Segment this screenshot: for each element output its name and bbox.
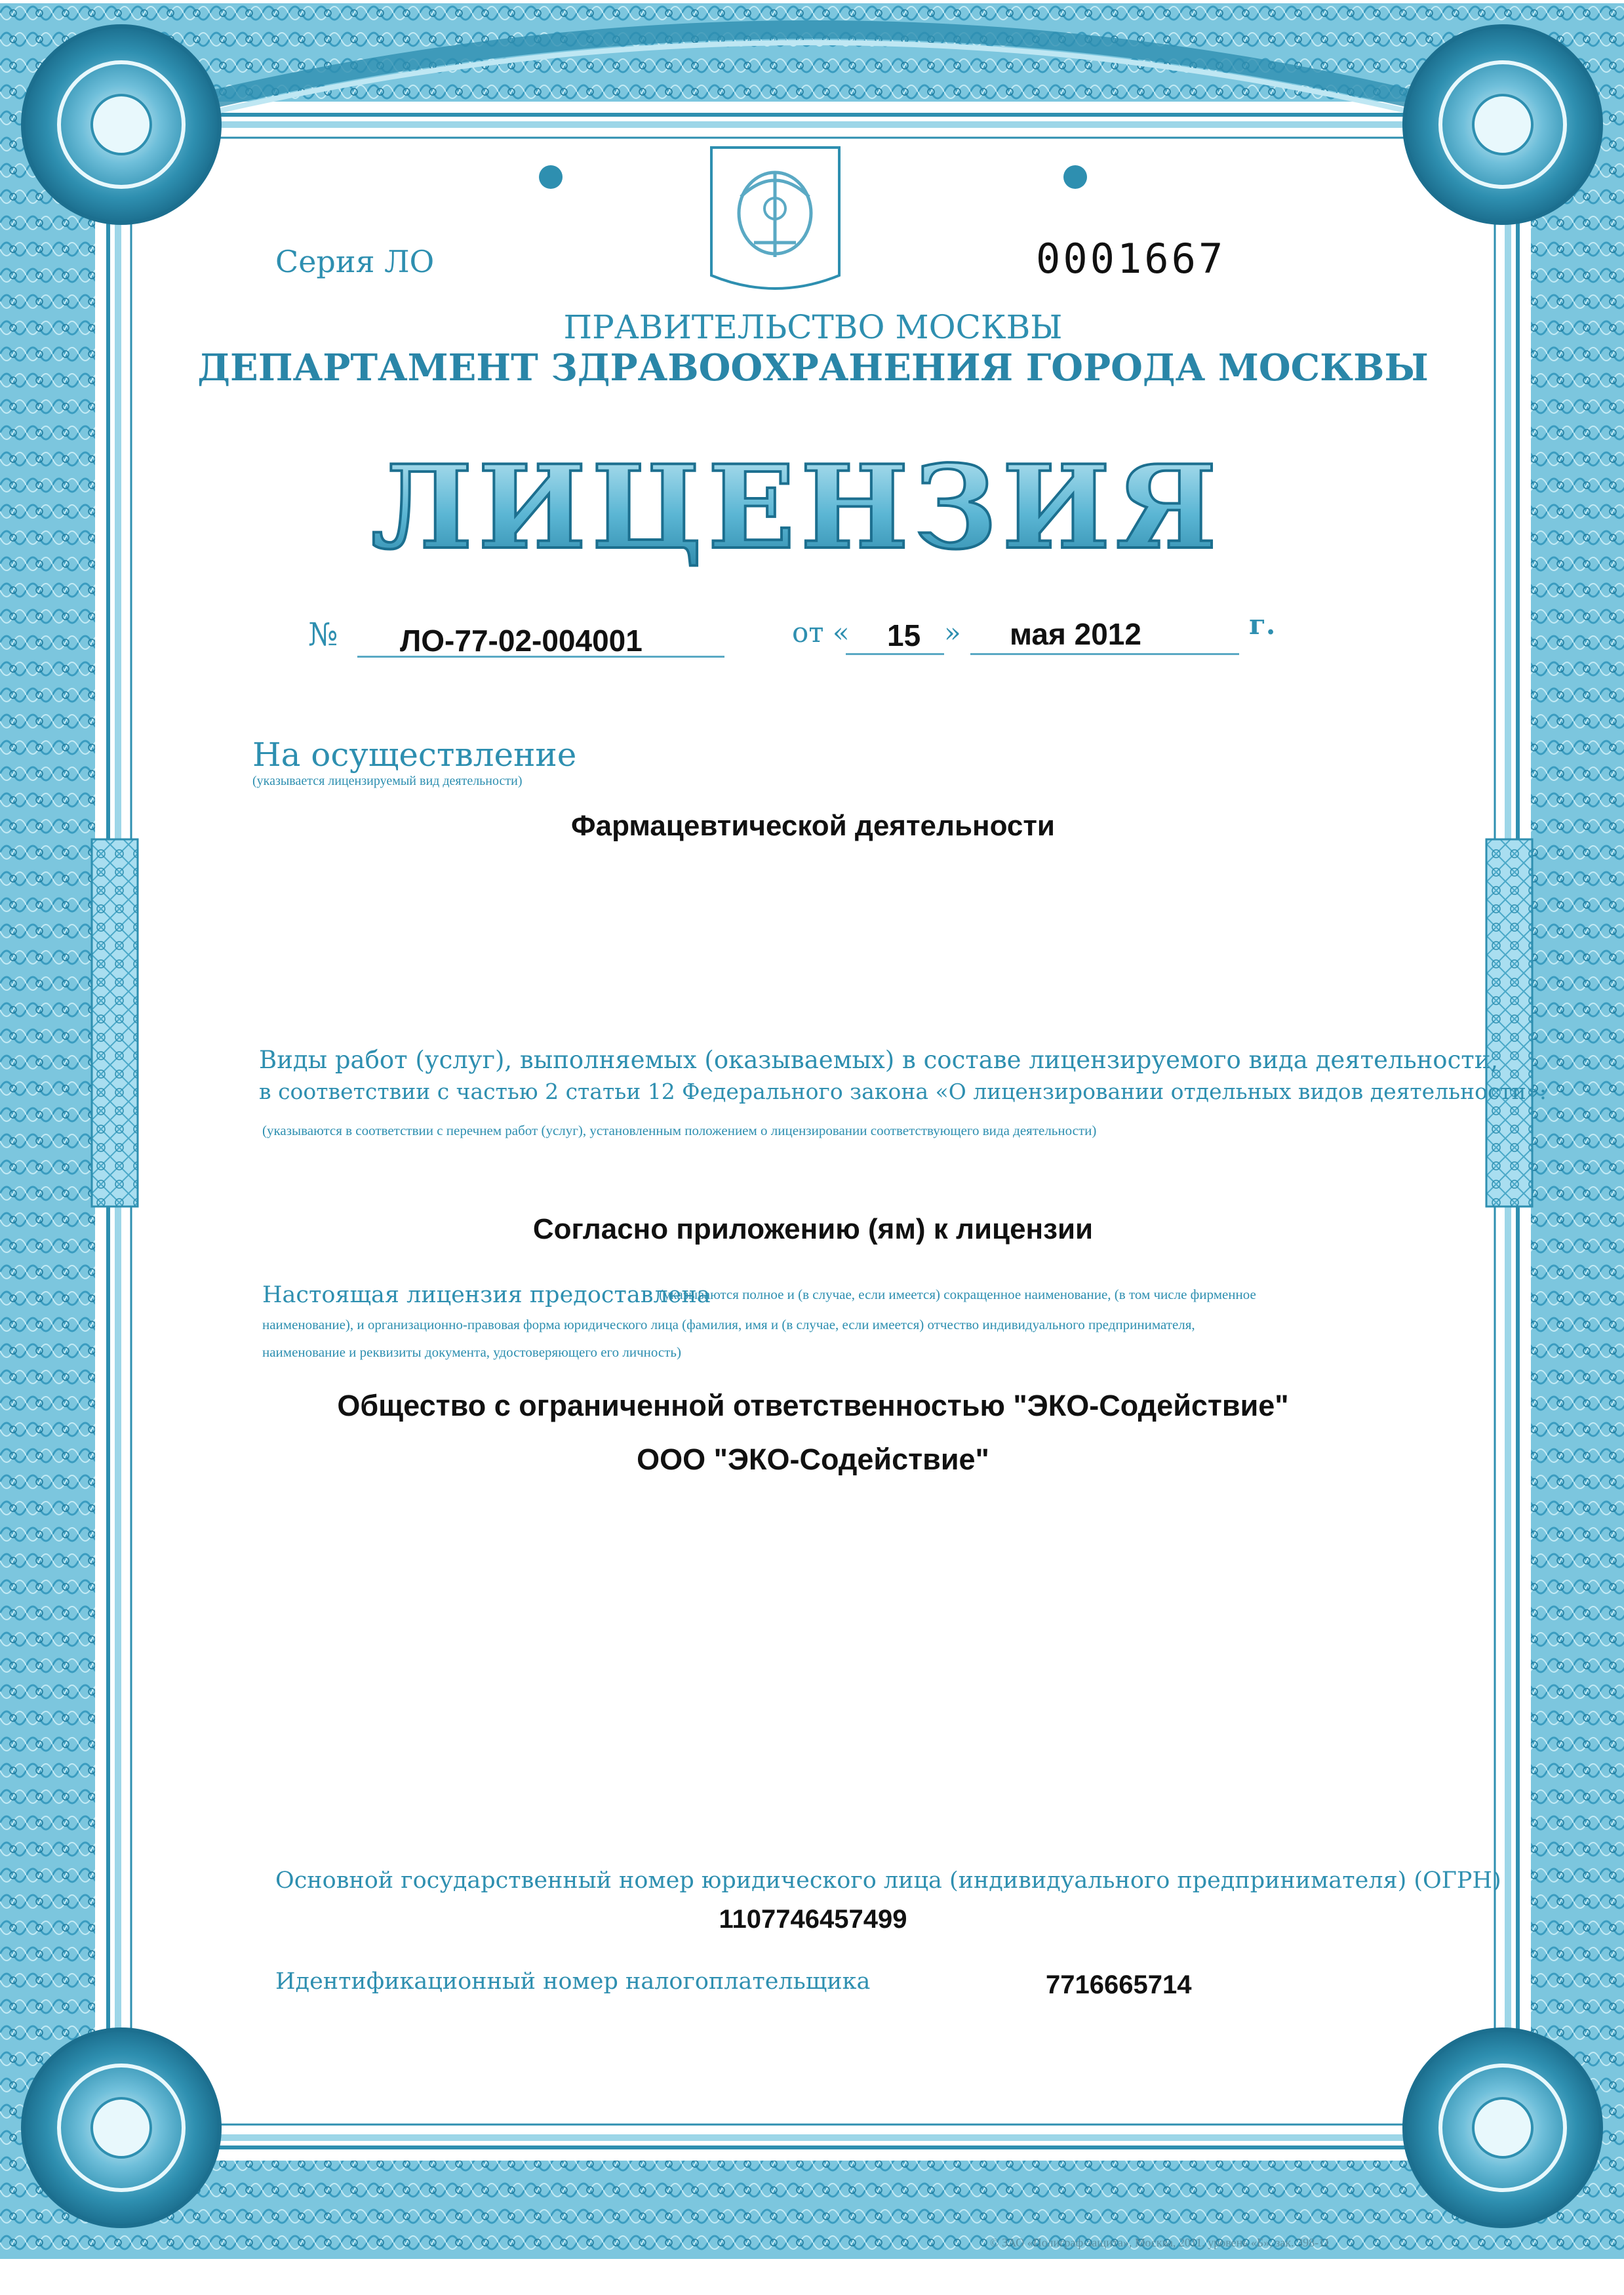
works-line-2: в соответствии с частью 2 статьи 12 Федерального закона «О лицензировании отдельных видов деятельности»: — [259, 1079, 1547, 1104]
ogrn-value: 1107746457499 — [719, 1905, 907, 1934]
licensee-heading: Настоящая лицензия предоставлена — [262, 1282, 711, 1308]
government-name: ПРАВИТЕЛЬСТВО МОСКВЫ — [563, 308, 1063, 346]
blank-number: 0001667 — [1036, 235, 1226, 283]
rosette-icon — [1404, 2029, 1601, 2226]
licensee-full-name: Общество с ограниченной ответственностью "ЭКО-Содействие" — [337, 1389, 1289, 1422]
license-number: ЛО-77-02-004001 — [400, 624, 643, 658]
ogrn-label: Основной государственный номер юридического лица (индивидуального предпринимателя) (ОГРН) — [275, 1867, 1501, 1894]
number-sign: № — [308, 616, 338, 653]
date-close-quote: » — [944, 616, 961, 649]
works-value: Согласно приложению (ям) к лицензии — [532, 1213, 1094, 1245]
month-underline — [970, 653, 1239, 655]
license-month-year: мая 2012 — [1010, 617, 1141, 651]
department-name: ДЕПАРТАМЕНТ ЗДРАВООХРАНЕНИЯ ГОРОДА МОСКВЫ — [197, 346, 1429, 389]
activity-hint: (указывается лицензируемый вид деятельности) — [252, 774, 523, 788]
inn-label: Идентификационный номер налогоплательщика — [275, 1968, 871, 1995]
rosette-icon — [1404, 26, 1601, 223]
coat-of-arms-icon — [711, 148, 839, 289]
title-graphic: ЛИЦЕНЗИЯ — [371, 441, 1222, 575]
activity-value: Фармацевтической деятельности — [571, 810, 1055, 842]
license-day: 15 — [887, 618, 921, 652]
works-hint: (указываются в соответствии с перечнем работ (услуг), установленным положением о лицензировании соответствующего вида деятельности) — [262, 1123, 1097, 1138]
printer-imprint: © ЗАО «Полиграф-защита», Москва, 2011, уровень «Б», зак. 398-11 — [990, 2236, 1330, 2249]
rosette-icon — [23, 2029, 220, 2226]
licensee-hint-3: наименование и реквизиты документа, удостоверяющего его личность) — [262, 1344, 681, 1360]
licensee-hint-1: (указываются полное и (в случае, если имеется) сокращенное наименование, (в том числе фирменное — [659, 1287, 1256, 1302]
inn-value: 7716665714 — [1046, 1970, 1192, 1999]
series-label: Серия ЛО — [275, 244, 435, 279]
year-suffix: г. — [1249, 609, 1276, 641]
works-line-1: Виды работ (услуг), выполняемых (оказываемых) в составе лицензируемого вида деятельности, — [259, 1046, 1499, 1074]
day-underline — [846, 653, 944, 655]
date-from-label: от « — [792, 616, 850, 649]
licensee-hint-2: наименование), и организационно-правовая форма юридического лица (фамилия, имя и (в случае, если имеется) отчество индивидуального предпринимателя, — [262, 1317, 1195, 1332]
rosette-icon — [23, 26, 220, 223]
activity-heading: На осуществление — [252, 736, 577, 774]
licensee-short-name: ООО "ЭКО-Содействие" — [637, 1443, 989, 1476]
